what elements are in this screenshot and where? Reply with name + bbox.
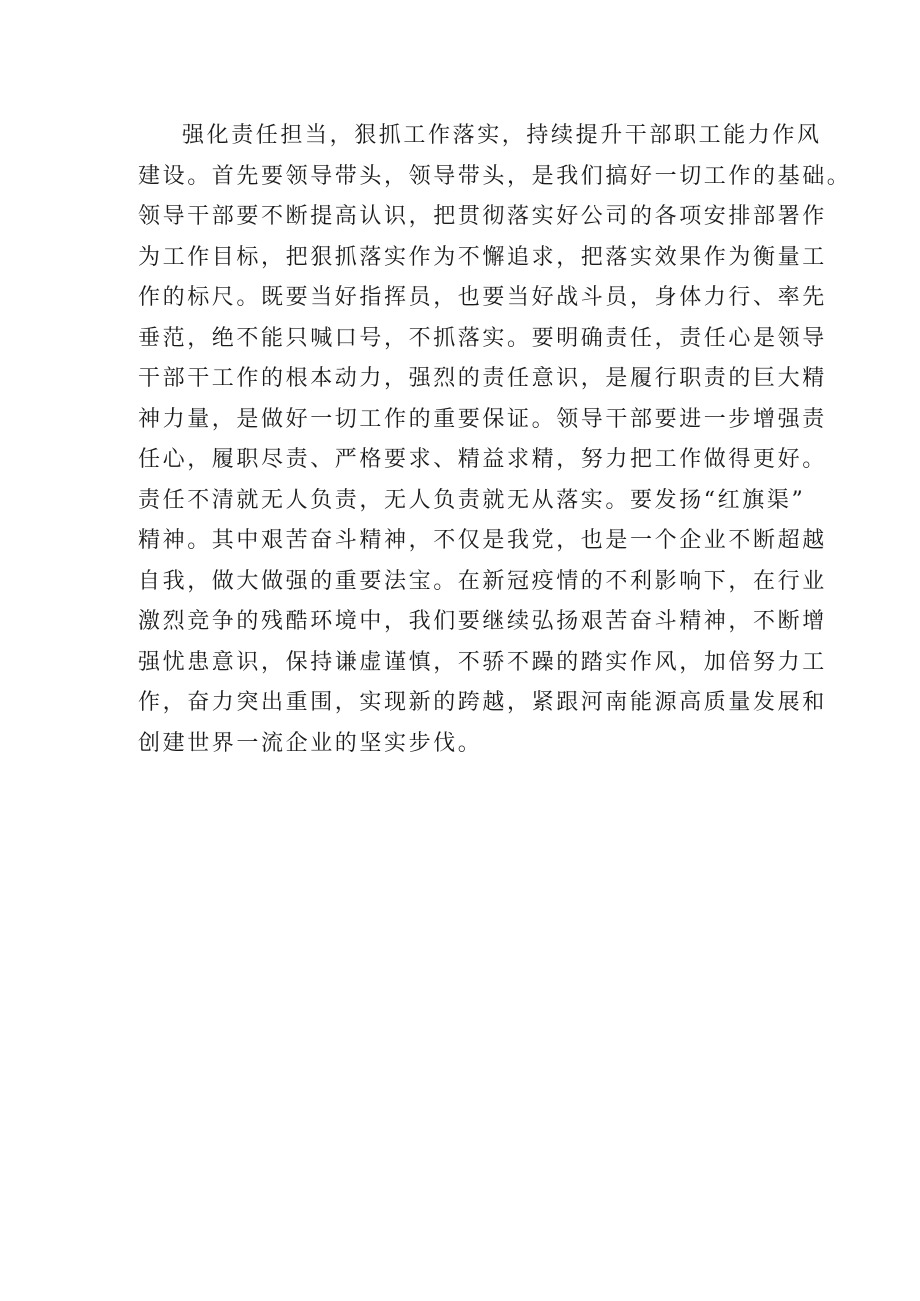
paragraph-line: 垂范，绝不能只喊口号，不抓落实。要明确责任，责任心是领导 [138,325,827,351]
paragraph-line: 干部干工作的根本动力，强烈的责任意识，是履行职责的巨大精 [138,366,827,391]
paragraph-line: 建设。首先要领导带头，领导带头，是我们搞好一切工作的基础。 [138,163,852,189]
paragraph-line: 精神。其中艰苦奋斗精神，不仅是我党，也是一个企业不断超越 [138,528,827,553]
paragraph-line: 自我，做大做强的重要法宝。在新冠疫情的不利影响下，在行业 [138,568,827,594]
paragraph-line: 领导干部要不断提高认识，把贯彻落实好公司的各项安排部署作 [138,204,827,229]
paragraph-line: 作，奋力突出重围，实现新的跨越，紧跟河南能源高质量发展和 [138,690,827,715]
body-paragraph [138,116,852,764]
paragraph-line: 为工作目标，把狠抓落实作为不懈追求，把落实效果作为衡量工 [138,244,827,270]
paragraph-line: 激烈竞争的残酷环境中，我们要继续弘扬艰苦奋斗精神，不断增 [138,609,827,634]
paragraph-line: 责任不清就无人负责，无人负责就无从落实。要发扬“红旗渠” [138,487,806,513]
paragraph-line: 任心，履职尽责、严格要求、精益求精，努力把工作做得更好。 [138,447,827,472]
paragraph-line: 神力量，是做好一切工作的重要保证。领导干部要进一步增强责 [138,406,827,432]
paragraph-line: 强忧患意识，保持谦虚谨慎，不骄不躁的踏实作风，加倍努力工 [138,649,827,675]
paragraph-line-first: 强化责任担当，狠抓工作落实，持续提升干部职工能力作风 [182,123,822,148]
paragraph-line-last: 创建世界一流企业的坚实步伐。 [138,730,483,756]
paragraph-line: 作的标尺。既要当好指挥员，也要当好战斗员，身体力行、率先 [138,285,827,310]
